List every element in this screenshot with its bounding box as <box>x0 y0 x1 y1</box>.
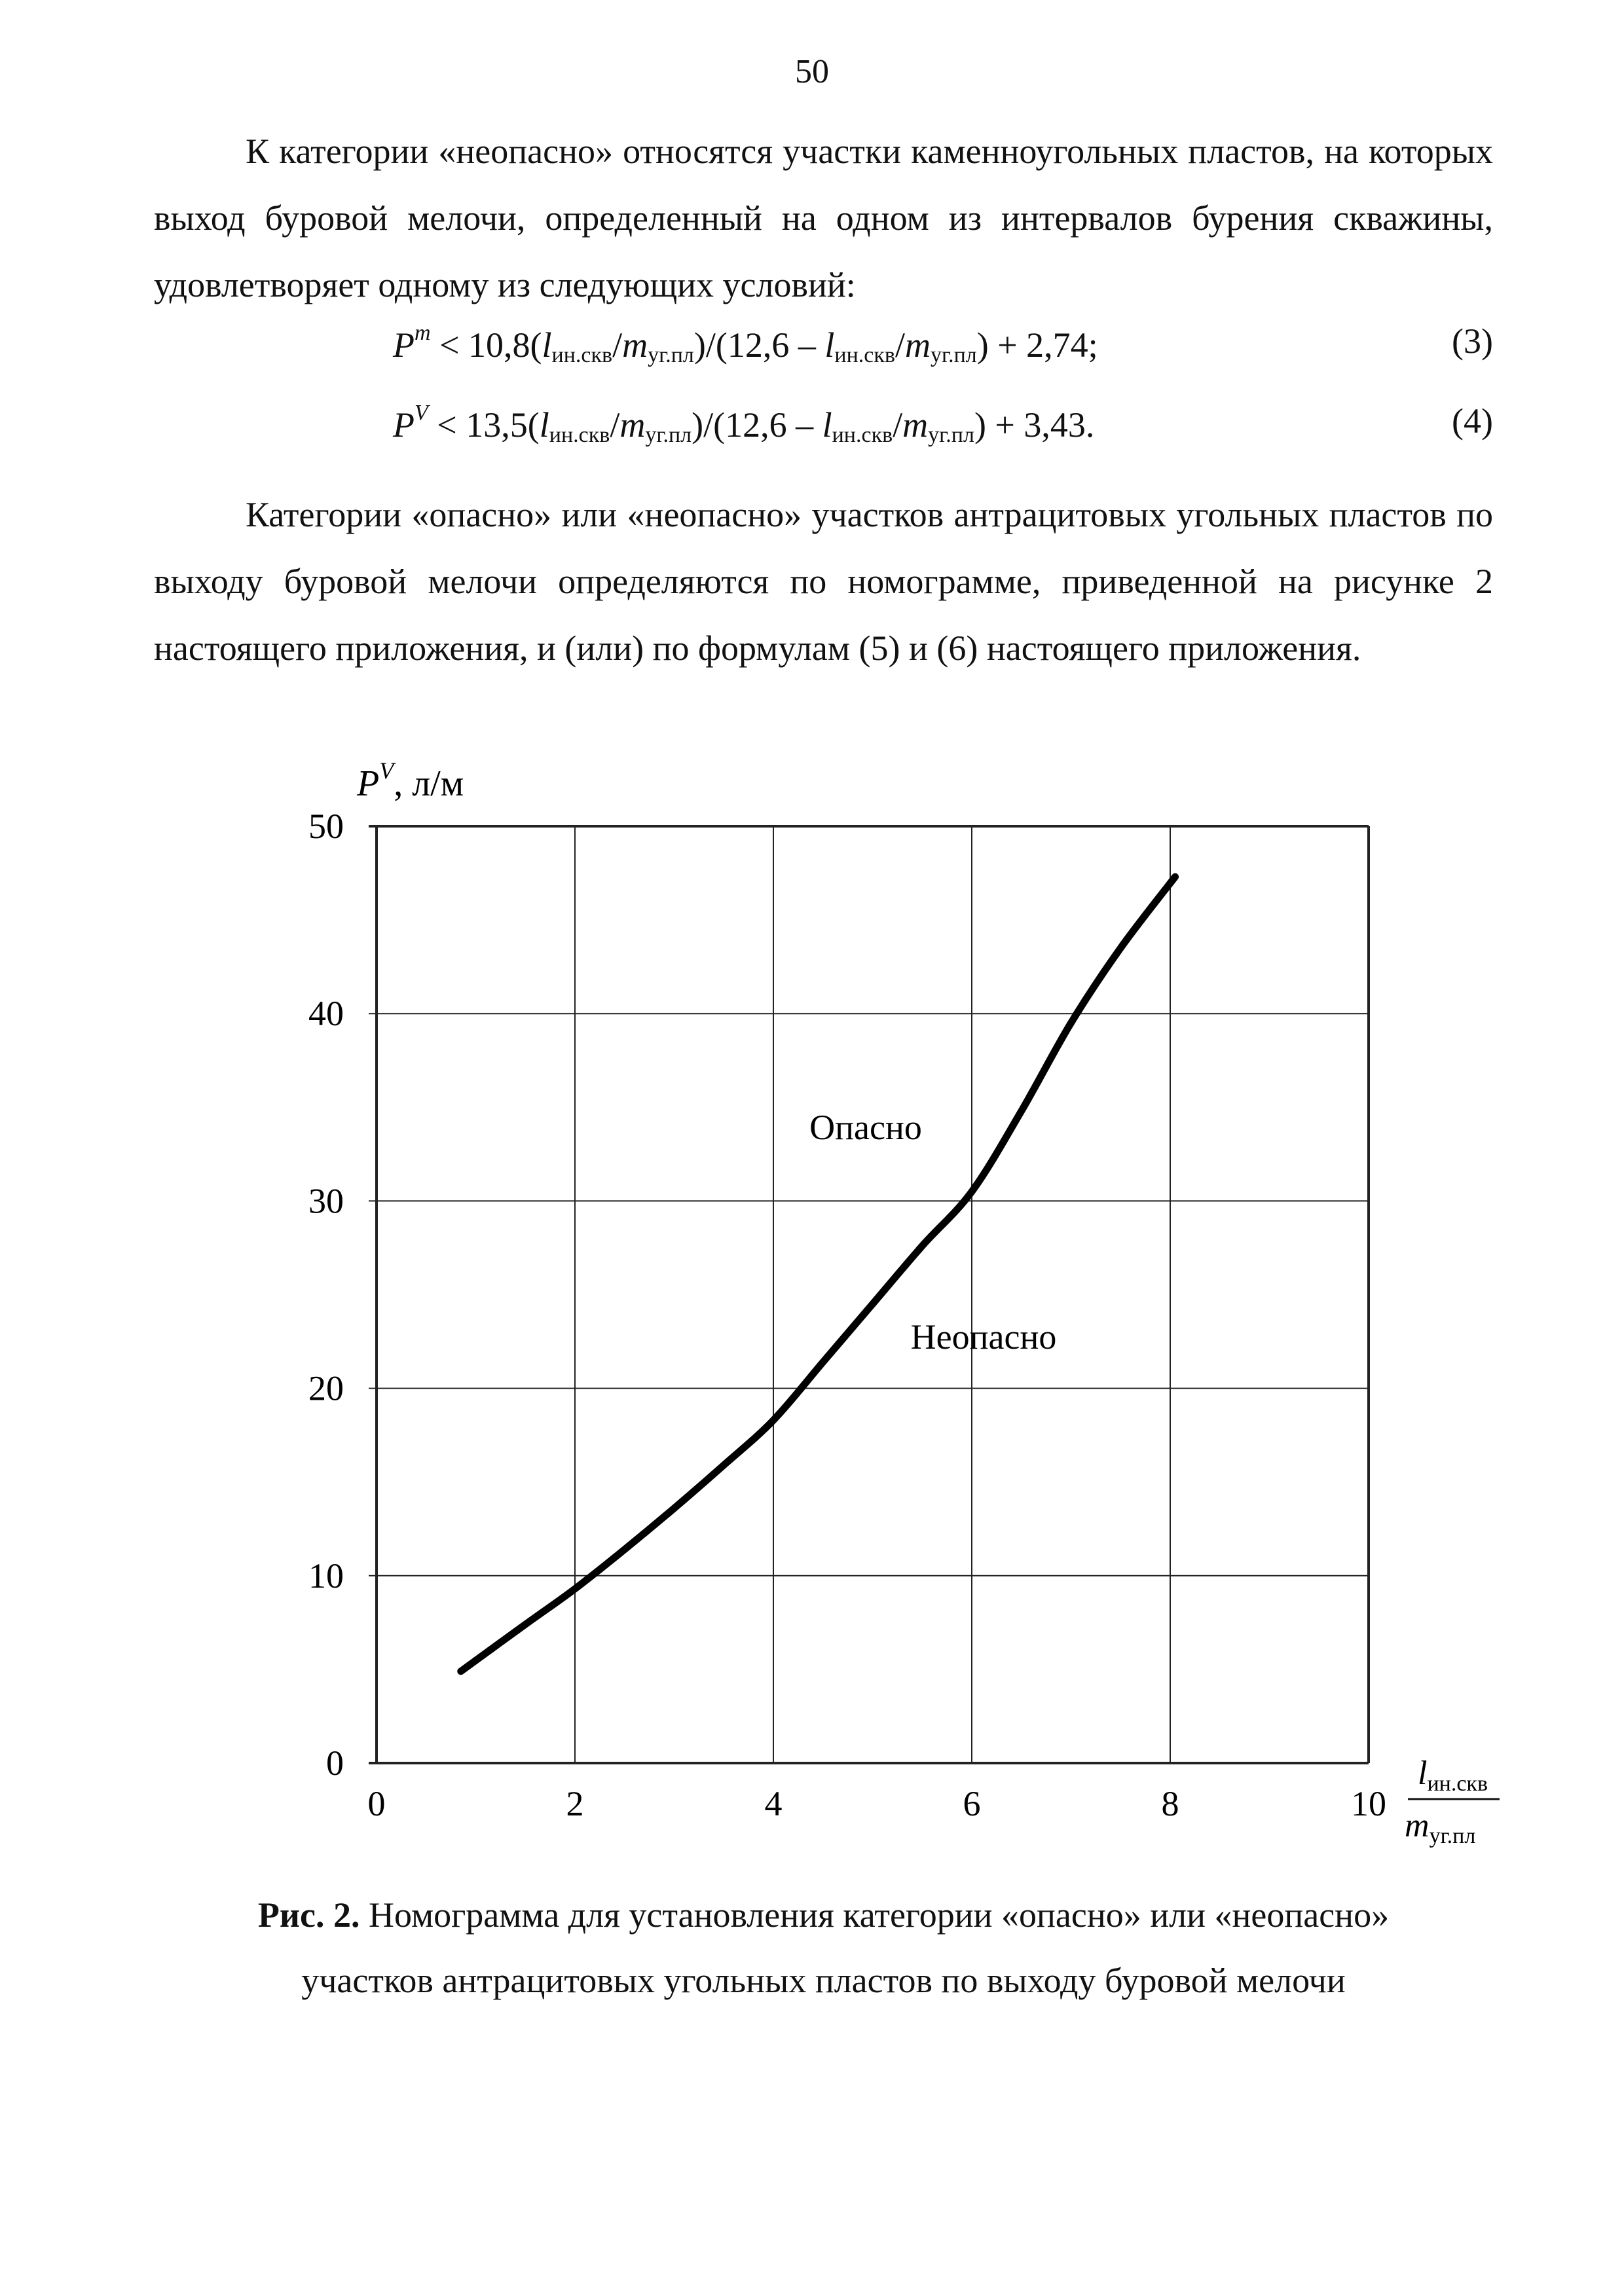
caption-line-1 <box>154 1882 1493 1948</box>
x-tick-label-4: 4 <box>764 1784 783 1823</box>
region-label-safe: Неопасно <box>910 1317 1057 1357</box>
y-tick-label-20: 20 <box>308 1368 344 1408</box>
x-tick-label-8: 8 <box>1161 1784 1179 1823</box>
page-number: 50 <box>795 53 829 90</box>
formula-3-number: (3) <box>1452 321 1493 361</box>
formula-4-expression: $P^V < 13,5(l_{ин.скв}/m_{уг.пл})/(12,6 - l_{ин.скв}/m_{уг.пл}) + 3,43$. <box>393 401 1095 447</box>
y-tick-label-40: 40 <box>308 994 344 1034</box>
y-tick-label-10: 10 <box>308 1556 344 1595</box>
x-tick-label-10: 10 <box>1351 1784 1386 1823</box>
formula-3-expression: $P^m < 10,8(l_{ин.скв}/m_{уг.пл})/(12,6 - l_{ин.скв}/m_{уг.пл}) + 2,74$; <box>393 321 1098 367</box>
series-curve-0 <box>461 877 1175 1671</box>
paragraph-category-safe: К категории «неопасно» относятся участки каменноугольных пластов, на которых выход буровой мелочи, определенный на одном из интервалов бурения скважины, удовлетворяет одному из следующих условий: <box>154 132 1493 304</box>
x-tick-label-0: 0 <box>367 1784 386 1823</box>
region-label-dangerous: Опасно <box>809 1108 922 1147</box>
x-label-denominator: mуг.пл <box>1405 1807 1476 1848</box>
y-tick-label-30: 30 <box>308 1181 344 1221</box>
figure-caption <box>154 1882 1493 2013</box>
x-tick-label-6: 6 <box>963 1784 981 1823</box>
y-tick-label-50: 50 <box>308 807 344 846</box>
y-tick-label-0: 0 <box>326 1743 344 1783</box>
caption-line-1-text: Номограмма для установления категории «опасно» или «неопасно» <box>360 1895 1390 1935</box>
paragraph-anthracite: Категории «опасно» или «неопасно» участков антрацитовых угольных пластов по выходу буровой мелочи определяются по номограмме, приведенной на рисунке 2 настоящего приложения, и (или) по формулам (5) и (6) настоящего приложения. <box>154 495 1493 668</box>
y-axis-label: $P^V$, л/м <box>357 757 464 804</box>
formula-4-number: (4) <box>1452 401 1493 441</box>
caption-prefix: Рис. 2. <box>257 1895 360 1935</box>
x-tick-label-2: 2 <box>566 1784 584 1823</box>
caption-line-2: участков антрацитовых угольных пластов по выходу буровой мелочи <box>301 1961 1346 2000</box>
x-label-numerator: lин.скв <box>1418 1755 1488 1796</box>
x-axis-fraction-label <box>1405 1755 1500 1848</box>
